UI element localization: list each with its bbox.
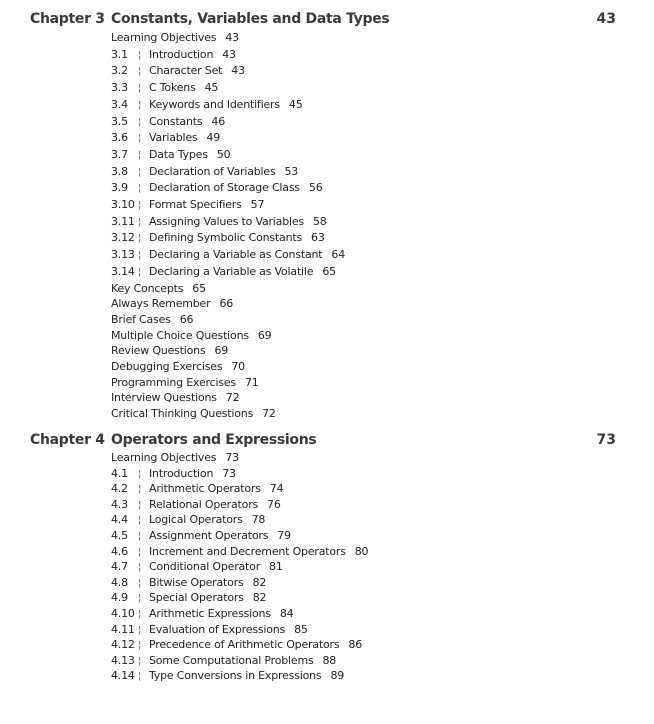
entry-page-number: 85 bbox=[294, 622, 308, 636]
section-number: 4.9 bbox=[111, 591, 128, 605]
entry-title: Character Set bbox=[149, 64, 223, 78]
entry-title: Logical Operators bbox=[149, 513, 243, 527]
toc-entry[interactable] bbox=[111, 81, 218, 96]
entry-title: Type Conversions in Expressions bbox=[149, 669, 322, 683]
separator-icon: ¦ bbox=[138, 562, 142, 574]
section-number: 3.7 bbox=[111, 147, 128, 161]
entry-title: Arithmetic Operators bbox=[149, 482, 261, 496]
entry-title: Debugging Exercises bbox=[111, 360, 223, 373]
separator-icon: ¦ bbox=[138, 233, 142, 245]
entry-page-number: 80 bbox=[354, 544, 369, 558]
chapter-label: Chapter 3 bbox=[30, 11, 105, 27]
entry-page-number: 69 bbox=[214, 344, 229, 358]
entry-page-number: 89 bbox=[330, 669, 345, 683]
entry-title: C Tokens bbox=[149, 81, 196, 95]
entry-page-number: 63 bbox=[311, 231, 325, 245]
toc-entry[interactable] bbox=[111, 669, 344, 684]
toc-entry[interactable] bbox=[111, 623, 308, 638]
section-number: 3.8 bbox=[111, 164, 128, 178]
section-number: 3.9 bbox=[111, 181, 128, 195]
toc-entry[interactable] bbox=[111, 360, 245, 374]
entry-page-number: 72 bbox=[225, 391, 240, 405]
toc-entry[interactable] bbox=[111, 467, 236, 482]
entry-title: Arithmetic Expressions bbox=[149, 607, 271, 620]
chapter-title: Constants, Variables and Data Types bbox=[111, 11, 390, 27]
section-number: 3.3 bbox=[111, 81, 128, 95]
section-number: 3.10 bbox=[111, 198, 135, 211]
toc-entry[interactable] bbox=[111, 198, 264, 213]
toc-entry[interactable] bbox=[111, 48, 236, 63]
entry-page-number: 56 bbox=[308, 181, 323, 195]
separator-icon: ¦ bbox=[138, 593, 142, 605]
entry-page-number: 73 bbox=[225, 451, 239, 464]
separator-icon: ¦ bbox=[138, 49, 142, 61]
separator-icon: ¦ bbox=[138, 166, 142, 178]
separator-icon: ¦ bbox=[138, 468, 142, 480]
entry-title: Some Computational Problems bbox=[149, 653, 314, 667]
entry-title: Data Types bbox=[149, 147, 208, 161]
entry-page-number: 71 bbox=[244, 375, 259, 389]
separator-icon: ¦ bbox=[138, 266, 142, 278]
entry-page-number: 69 bbox=[257, 328, 272, 342]
toc-entry[interactable] bbox=[111, 482, 283, 497]
entry-title: Evaluation of Expressions bbox=[149, 622, 286, 636]
separator-icon: ¦ bbox=[138, 531, 142, 542]
entry-page-number: 66 bbox=[179, 312, 194, 326]
entry-page-number: 84 bbox=[279, 607, 294, 620]
entry-page-number: 86 bbox=[348, 638, 362, 652]
separator-icon: ¦ bbox=[138, 624, 142, 636]
entry-title: Assigning Values to Variables bbox=[149, 214, 304, 228]
toc-entry[interactable] bbox=[111, 215, 327, 230]
section-number: 4.5 bbox=[111, 529, 128, 542]
entry-page-number: 43 bbox=[222, 47, 236, 61]
entry-title: Critical Thinking Questions bbox=[111, 407, 254, 421]
entry-page-number: 45 bbox=[288, 97, 303, 111]
separator-icon: ¦ bbox=[138, 515, 142, 527]
section-number: 4.4 bbox=[111, 513, 128, 527]
entry-title: Relational Operators bbox=[149, 497, 259, 511]
section-number: 3.13 bbox=[111, 248, 135, 262]
separator-icon: ¦ bbox=[138, 149, 142, 161]
entry-title: Variables bbox=[149, 131, 198, 145]
toc-entry[interactable] bbox=[111, 451, 239, 465]
section-number: 3.2 bbox=[111, 64, 128, 78]
section-number: 3.5 bbox=[111, 114, 128, 128]
separator-icon: ¦ bbox=[138, 216, 142, 228]
entry-title: Declaration of Storage Class bbox=[149, 181, 300, 195]
entry-page-number: 45 bbox=[204, 81, 219, 95]
entry-title: Format Specifiers bbox=[149, 198, 242, 211]
entry-title: Assignment Operators bbox=[149, 529, 269, 542]
entry-title: Interview Questions bbox=[111, 391, 217, 405]
entry-page-number: 49 bbox=[206, 131, 221, 145]
entry-page-number: 53 bbox=[284, 164, 299, 178]
entry-title: Declaring a Variable as Volatile bbox=[149, 264, 314, 278]
entry-page-number: 64 bbox=[331, 248, 346, 262]
toc-entry[interactable] bbox=[111, 98, 303, 113]
entry-page-number: 72 bbox=[262, 407, 276, 421]
entry-page-number: 81 bbox=[269, 560, 283, 574]
entry-title: Learning Objectives bbox=[111, 31, 217, 44]
toc-entry[interactable] bbox=[111, 248, 345, 263]
toc-entry[interactable] bbox=[111, 545, 368, 560]
separator-icon: ¦ bbox=[138, 577, 142, 589]
entry-page-number: 74 bbox=[269, 482, 284, 496]
separator-icon: ¦ bbox=[138, 183, 142, 195]
separator-icon: ¦ bbox=[138, 609, 142, 620]
toc-entry[interactable] bbox=[111, 498, 281, 513]
section-number: 3.11 bbox=[111, 214, 135, 228]
section-number: 3.12 bbox=[111, 231, 135, 245]
toc-entry[interactable] bbox=[111, 407, 276, 421]
toc-entry[interactable] bbox=[111, 181, 323, 196]
chapter-page-number: 43 bbox=[596, 11, 616, 27]
entry-title: Brief Cases bbox=[111, 312, 171, 326]
section-number: 4.3 bbox=[111, 497, 128, 511]
section-number: 4.14 bbox=[111, 669, 135, 683]
separator-icon: ¦ bbox=[138, 671, 142, 683]
section-number: 3.14 bbox=[111, 264, 135, 278]
toc-entry[interactable] bbox=[111, 165, 298, 180]
section-number: 4.12 bbox=[111, 638, 135, 652]
toc-entry[interactable] bbox=[111, 607, 293, 622]
entry-page-number: 66 bbox=[219, 297, 234, 311]
entry-title: Keywords and Identifiers bbox=[149, 97, 280, 111]
toc-entry[interactable] bbox=[111, 31, 239, 45]
toc-entry[interactable] bbox=[111, 313, 193, 327]
toc-entry[interactable] bbox=[111, 529, 291, 544]
entry-page-number: 76 bbox=[267, 497, 281, 511]
entry-page-number: 65 bbox=[322, 264, 336, 278]
entry-page-number: 82 bbox=[252, 575, 267, 589]
entry-page-number: 70 bbox=[231, 360, 245, 373]
entry-title: Programming Exercises bbox=[111, 375, 236, 389]
toc-entry[interactable] bbox=[111, 131, 220, 146]
section-number: 4.10 bbox=[111, 607, 135, 620]
section-number: 4.13 bbox=[111, 653, 135, 667]
section-number: 4.2 bbox=[111, 482, 128, 496]
toc-entry[interactable] bbox=[111, 591, 266, 606]
section-number: 4.1 bbox=[111, 466, 128, 480]
toc-entry[interactable] bbox=[111, 576, 266, 591]
entry-title: Introduction bbox=[149, 466, 214, 480]
entry-page-number: 50 bbox=[216, 147, 231, 161]
separator-icon: ¦ bbox=[138, 655, 142, 667]
entry-title: Key Concepts bbox=[111, 281, 184, 295]
chapter-label: Chapter 4 bbox=[30, 432, 105, 448]
entry-page-number: 65 bbox=[192, 281, 206, 295]
entry-title: Multiple Choice Questions bbox=[111, 328, 249, 342]
separator-icon: ¦ bbox=[138, 83, 142, 95]
separator-icon: ¦ bbox=[138, 116, 142, 128]
toc-entry[interactable] bbox=[111, 148, 230, 163]
toc-entry[interactable] bbox=[111, 265, 336, 280]
section-number: 4.6 bbox=[111, 544, 128, 558]
toc-entry[interactable] bbox=[111, 391, 239, 405]
toc-entry[interactable] bbox=[111, 329, 271, 343]
entry-page-number: 43 bbox=[231, 64, 245, 78]
toc-entry[interactable] bbox=[111, 344, 228, 358]
separator-icon: ¦ bbox=[138, 99, 142, 111]
separator-icon: ¦ bbox=[138, 546, 142, 558]
chapter-page-number: 73 bbox=[596, 432, 616, 448]
entry-title: Declaring a Variable as Constant bbox=[149, 248, 323, 262]
toc-entry[interactable] bbox=[111, 513, 265, 528]
entry-title: Review Questions bbox=[111, 344, 206, 358]
chapter-title: Operators and Expressions bbox=[111, 432, 317, 448]
section-number: 4.8 bbox=[111, 575, 128, 589]
separator-icon: ¦ bbox=[138, 499, 142, 511]
entry-title: Learning Objectives bbox=[111, 451, 217, 464]
toc-entry[interactable] bbox=[111, 231, 325, 246]
entry-page-number: 88 bbox=[322, 653, 337, 667]
entry-title: Increment and Decrement Operators bbox=[149, 544, 346, 558]
entry-title: Always Remember bbox=[111, 297, 211, 311]
toc-entry[interactable] bbox=[111, 282, 206, 296]
separator-icon: ¦ bbox=[138, 200, 142, 211]
entry-page-number: 79 bbox=[277, 529, 291, 542]
toc-entry[interactable] bbox=[111, 64, 245, 79]
entry-page-number: 78 bbox=[251, 513, 266, 527]
section-number: 3.1 bbox=[111, 47, 128, 61]
entry-title: Conditional Operator bbox=[149, 560, 261, 574]
toc-entry[interactable] bbox=[111, 638, 362, 653]
toc-entry[interactable] bbox=[111, 560, 283, 575]
separator-icon: ¦ bbox=[138, 640, 142, 652]
entry-title: Bitwise Operators bbox=[149, 575, 244, 589]
section-number: 4.7 bbox=[111, 560, 128, 574]
toc-entry[interactable] bbox=[111, 654, 336, 669]
entry-title: Declaration of Variables bbox=[149, 164, 276, 178]
entry-page-number: 46 bbox=[211, 114, 225, 128]
entry-page-number: 58 bbox=[312, 214, 327, 228]
toc-entry[interactable] bbox=[111, 297, 233, 311]
separator-icon: ¦ bbox=[138, 133, 142, 145]
toc-entry[interactable] bbox=[111, 115, 225, 130]
toc-entry[interactable] bbox=[111, 376, 259, 390]
entry-page-number: 73 bbox=[222, 466, 236, 480]
entry-page-number: 57 bbox=[250, 198, 265, 211]
entry-title: Defining Symbolic Constants bbox=[149, 231, 303, 245]
entry-title: Constants bbox=[149, 114, 203, 128]
entry-title: Precedence of Arithmetic Operators bbox=[149, 638, 340, 652]
separator-icon: ¦ bbox=[138, 250, 142, 262]
separator-icon: ¦ bbox=[138, 66, 142, 78]
section-number: 3.4 bbox=[111, 97, 128, 111]
entry-title: Introduction bbox=[149, 47, 214, 61]
section-number: 3.6 bbox=[111, 131, 128, 145]
entry-title: Special Operators bbox=[149, 591, 244, 605]
entry-page-number: 43 bbox=[225, 31, 239, 44]
section-number: 4.11 bbox=[111, 622, 135, 636]
separator-icon: ¦ bbox=[138, 484, 142, 496]
entry-page-number: 82 bbox=[252, 591, 267, 605]
